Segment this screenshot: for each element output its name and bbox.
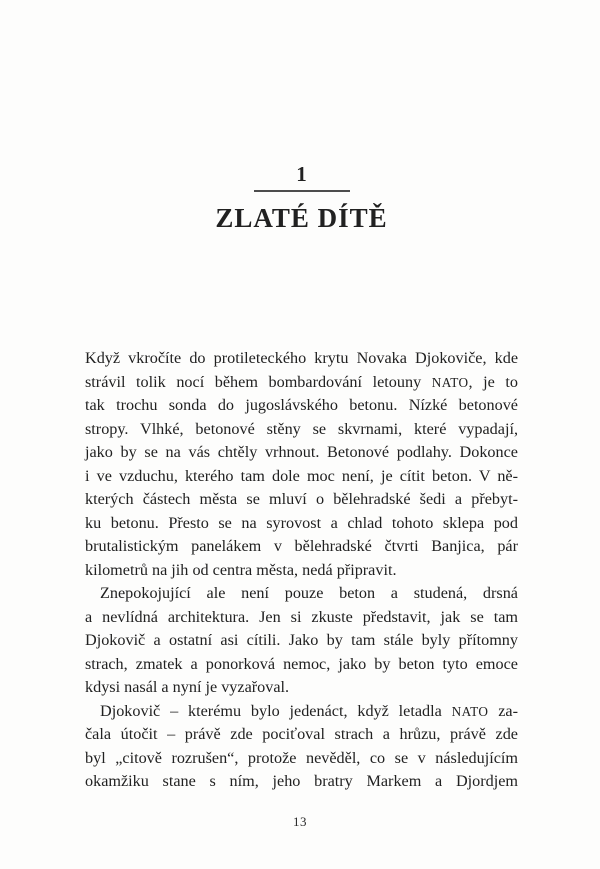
body-text: [85, 347, 518, 794]
nato-smallcaps: NATO: [451, 703, 489, 719]
chapter-rule-divider: [254, 190, 350, 192]
text-line: okamžiku stane s ním, jeho bratry Markem a Djordjem: [85, 772, 518, 790]
text-line: Znepokojující ale není pouze beton a studená, drsná: [100, 584, 518, 602]
text-line: Djokovič a ostatní asi cítili. Jako by tam stále byly přítomny: [85, 631, 518, 649]
text-line: strach, zmatek a ponorková nemoc, jako by beton tyto emoce: [85, 654, 518, 673]
text-line: strávil tolik nocí během bombardování letouny NATO, je to: [85, 372, 518, 391]
text-line: kilometrů na jih od centra města, nedá připravit.: [85, 560, 397, 579]
text-line: i ve vzduchu, kterého tam dole moc není, je cítit beton. V ně-: [85, 466, 518, 485]
text-line: kterých částech města se mluví o bělehradské šedi a přebyt-: [85, 490, 518, 508]
text-line: tak trochu sonda do jugoslávského betonu. Nízké betonové: [85, 396, 518, 414]
text-line: stropy. Vlhké, betonové stěny se skvrnami, které vypadají,: [85, 419, 518, 438]
text-column: [85, 0, 518, 869]
text-line: jako by se na vás chtěly vrhnout. Betonové podlahy. Dokonce: [85, 443, 518, 461]
text-line: kdysi nasál a nyní je vyzařoval.: [85, 678, 290, 696]
nato-smallcaps: NATO: [431, 374, 469, 390]
text-line: Djokovič – kterému bylo jedenáct, když letadla NATO za-: [100, 701, 518, 720]
text-line: brutalistickým panelákem v bělehradské čtvrti Banjica, pár: [85, 537, 518, 555]
chapter-title: ZLATÉ DÍTĚ: [215, 203, 388, 233]
page-number: 13: [293, 814, 307, 829]
text-line: Když vkročíte do protileteckého krytu Novaka Djokoviče, kde: [85, 349, 518, 367]
text-line: čala útočit – právě zde pociťoval strach a hrůzu, právě zde: [85, 725, 518, 743]
text-line: ku betonu. Přesto se na syrovost a chlad tohoto sklepa pod: [85, 513, 518, 532]
chapter-number: 1: [296, 162, 307, 186]
text-line: byl „citově rozrušen“, protože nevěděl, co se v následujícím: [85, 748, 518, 767]
text-line: a nevlídná architektura. Jen si zkuste představit, jak se tam: [85, 607, 518, 626]
